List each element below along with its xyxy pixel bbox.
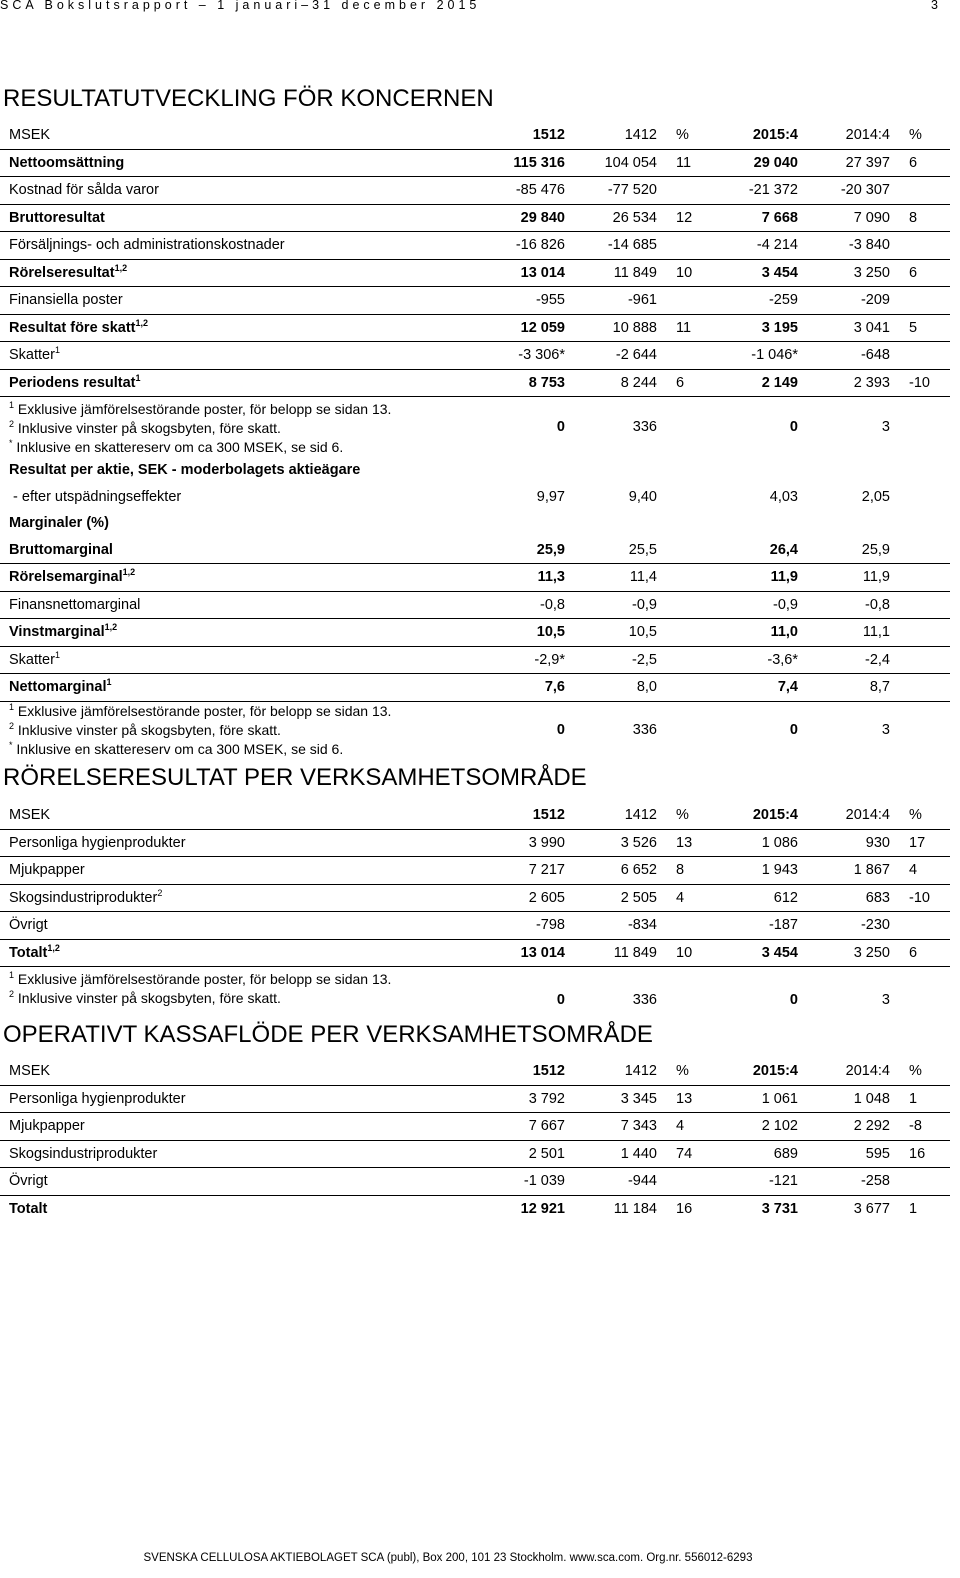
cell-value <box>657 342 707 370</box>
cell-value: 2 292 <box>798 1113 890 1141</box>
cell-value: -2,9* <box>390 646 565 674</box>
footnote: * Inklusive en skattereserv om ca 300 MSEK, se sid 6. <box>9 438 344 455</box>
cell-value: -834 <box>565 912 657 940</box>
footnote: $^2$ Inklusive vinster på skogsbyten, före skatt. <box>9 419 281 436</box>
cell-value: -648 <box>798 342 890 370</box>
cell-value: 3 731 <box>761 1200 798 1217</box>
cell-value: 6 <box>890 939 950 967</box>
cell-value: 10,5 <box>390 619 565 647</box>
cell-value: 3 990 <box>390 829 565 857</box>
eps-row: - efter utspädningseffekter 9,97 9,40 4,03 2,05 <box>9 488 890 505</box>
table-row <box>0 1195 950 1222</box>
footnotes-row: $^1$ Exklusive jämförelsestörande poster, för belopp se sidan 13. $^2$ Inklusive vinster på skogsbyten, före skatt. * Inklusive en skattereserv om ca 300 MSEK, se sid 6. 0 336 0 3 <box>0 701 950 759</box>
cell-value: 930 <box>798 829 890 857</box>
eps-title-row: Resultat per aktie, SEK - moderbolagets aktieägare <box>9 462 361 479</box>
row-label: Mjukpapper <box>0 1113 390 1141</box>
cell-value: 29 840 <box>390 204 565 232</box>
page-footer: SVENSKA CELLULOSA AKTIEBOLAGET SCA (publ), Box 200, 101 23 Stockholm. www.sca.com. Org.nr. 556012-6293 <box>143 1552 753 1564</box>
table-row <box>0 342 950 370</box>
cell-value: 11,9 <box>798 564 890 592</box>
cell-value: 3 454 <box>707 939 798 967</box>
cell-value: -944 <box>565 1168 657 1196</box>
cell-value: 11 849 <box>565 259 657 287</box>
cell-value: 115 316 <box>390 149 565 177</box>
cell-value: 1 943 <box>707 857 798 885</box>
row-label: Vinstmarginal$^{1,2}$ <box>0 619 390 647</box>
cell-value: 17 <box>890 829 950 857</box>
row-label: Bruttomarginal <box>0 537 390 564</box>
cell-value: -121 <box>707 1168 798 1196</box>
cell-value: 12 059 <box>390 314 565 342</box>
table-row <box>0 1113 950 1141</box>
cell-value: 689 <box>707 1140 798 1168</box>
cell-value: 4 <box>890 857 950 885</box>
cell-value: 3 250 <box>798 259 890 287</box>
footnotes-row: $^1$ Exklusive jämförelsestörande poster, för belopp se sidan 13. $^2$ Inklusive vinster på skogsbyten, före skatt. 0 336 0 3 <box>0 967 950 1009</box>
cell-value: 16 <box>676 1200 693 1217</box>
cell-value: 10 <box>657 939 707 967</box>
cell-value: 683 <box>798 884 890 912</box>
cell-value: 8,0 <box>565 674 657 702</box>
table-row <box>0 619 950 647</box>
cell-value: -4 214 <box>707 232 798 260</box>
cell-value: 1 048 <box>798 1085 890 1113</box>
row-label: Rörelsemarginal$^{1,2}$ <box>0 564 390 592</box>
margins-title-row: Marginaler (%) <box>9 515 109 532</box>
cell-value: 2 505 <box>565 884 657 912</box>
income-statement-table <box>0 122 950 759</box>
cell-value <box>657 912 707 940</box>
cell-value: -1 046* <box>707 342 798 370</box>
cell-value: -259 <box>707 287 798 315</box>
footnote: $^1$ Exklusive jämförelsestörande poster, för belopp se sidan 13. <box>9 400 392 417</box>
footnotes-block <box>0 967 390 1009</box>
cash-flow-rows <box>0 1085 950 1222</box>
cell-value: 11 <box>657 149 707 177</box>
section-title-resultatutveckling: RESULTATUTVECKLING FÖR KONCERNEN <box>3 85 494 112</box>
table-row <box>0 149 950 177</box>
cell-value: 74 <box>657 1140 707 1168</box>
cell-value: 11 849 <box>565 939 657 967</box>
cell-value: 3 792 <box>390 1085 565 1113</box>
table-row <box>0 857 950 885</box>
cell-value: 2 501 <box>390 1140 565 1168</box>
cell-value: -21 372 <box>707 177 798 205</box>
cell-value: 8 <box>890 204 950 232</box>
cell-value: -3 840 <box>798 232 890 260</box>
cell-value: 11,3 <box>390 564 565 592</box>
cell-value: 104 054 <box>565 149 657 177</box>
cell-value: -955 <box>390 287 565 315</box>
page-header <box>0 0 960 12</box>
cell-value: -798 <box>390 912 565 940</box>
cell-value: 5 <box>890 314 950 342</box>
cell-value: 7,6 <box>390 674 565 702</box>
row-label: Övrigt <box>0 1168 390 1196</box>
table-row <box>0 537 950 564</box>
section-title-kassaflode: OPERATIVT KASSAFLÖDE PER VERKSAMHETSOMRÅDE <box>3 1021 653 1048</box>
footnote: * Inklusive en skattereserv om ca 300 MSEK, se sid 6. <box>9 739 344 757</box>
margin-rows <box>0 537 950 702</box>
cell-value: 2 393 <box>798 369 890 397</box>
cell-value: 13 <box>657 829 707 857</box>
row-label: Skogsindustriprodukter <box>0 1140 390 1168</box>
cell-value: -187 <box>707 912 798 940</box>
cell-value <box>890 232 950 260</box>
row-label: Totalt <box>9 1200 48 1217</box>
cell-value: 6 <box>890 259 950 287</box>
cell-value: 4 <box>657 1113 707 1141</box>
page-number: 3 <box>931 0 938 12</box>
row-label: Skatter$^1$ <box>0 342 390 370</box>
cell-value: 7,4 <box>707 674 798 702</box>
table-row <box>0 674 950 702</box>
cell-value: 595 <box>798 1140 890 1168</box>
cell-value: 1 061 <box>707 1085 798 1113</box>
cell-value: 1 440 <box>565 1140 657 1168</box>
cell-value: 7 343 <box>565 1113 657 1141</box>
cell-value: -0,9 <box>565 591 657 619</box>
cell-value: 1 086 <box>707 829 798 857</box>
row-label: Bruttoresultat <box>0 204 390 232</box>
cell-value: 11,1 <box>798 619 890 647</box>
row-label: Resultat före skatt$^{1,2}$ <box>0 314 390 342</box>
table-row <box>0 564 950 592</box>
table-row <box>0 829 950 857</box>
footnotes-row: $^1$ Exklusive jämförelsestörande poster, för belopp se sidan 13. $^2$ Inklusive vinster på skogsbyten, före skatt. * Inklusive en skattereserv om ca 300 MSEK, se sid 6. 0 336 0 3 <box>0 397 950 458</box>
cell-value: 11,4 <box>565 564 657 592</box>
row-label: Övrigt <box>0 912 390 940</box>
cell-value: 13 014 <box>390 259 565 287</box>
cell-value <box>657 1168 707 1196</box>
cell-value: 13 <box>657 1085 707 1113</box>
cell-value <box>657 287 707 315</box>
table-row <box>0 287 950 315</box>
cell-value: 25,5 <box>565 537 657 564</box>
cell-value: 4 <box>657 884 707 912</box>
cell-value: 2 149 <box>707 369 798 397</box>
table-row <box>0 939 950 967</box>
cell-value: -0,9 <box>707 591 798 619</box>
row-label: Personliga hygienprodukter <box>0 829 390 857</box>
report-title: SCA Bokslutsrapport – 1 januari–31 december 2015 <box>0 0 481 12</box>
cell-value <box>890 177 950 205</box>
cell-value: 10 <box>657 259 707 287</box>
cell-value <box>890 342 950 370</box>
cell-value: -10 <box>890 884 950 912</box>
cell-value: 10,5 <box>565 619 657 647</box>
cell-value <box>890 1168 950 1196</box>
table-row <box>0 177 950 205</box>
row-label: Nettomarginal$^1$ <box>0 674 390 702</box>
cell-value: 12 <box>657 204 707 232</box>
cell-value: -0,8 <box>798 591 890 619</box>
row-label: Försäljnings- och administrationskostnader <box>0 232 390 260</box>
table-row <box>0 912 950 940</box>
cell-value: 25,9 <box>390 537 565 564</box>
cell-value: 29 040 <box>707 149 798 177</box>
cell-value: 3 250 <box>798 939 890 967</box>
table-row <box>0 1085 950 1113</box>
cell-value <box>890 287 950 315</box>
cell-value: 16 <box>890 1140 950 1168</box>
cell-value: 8,7 <box>798 674 890 702</box>
cell-value: -2,4 <box>798 646 890 674</box>
table-header-row: MSEK 1512 1412 % 2015:4 2014:4 % <box>0 802 950 829</box>
table-row <box>0 646 950 674</box>
table-row <box>0 314 950 342</box>
row-label: Kostnad för sålda varor <box>0 177 390 205</box>
footnote: $^2$ Inklusive vinster på skogsbyten, före skatt. <box>9 989 281 1006</box>
cell-value: -77 520 <box>565 177 657 205</box>
cell-value: -16 826 <box>390 232 565 260</box>
table-row <box>0 259 950 287</box>
cell-value: 3 454 <box>707 259 798 287</box>
cell-value: 7 217 <box>390 857 565 885</box>
footnotes-block <box>0 397 390 458</box>
table-row <box>0 884 950 912</box>
table-row <box>0 369 950 397</box>
cell-value: 12 921 <box>520 1200 565 1217</box>
table-row <box>0 1168 950 1196</box>
cell-value: -20 307 <box>798 177 890 205</box>
cell-value: 11 184 <box>613 1200 657 1217</box>
cell-value: -230 <box>798 912 890 940</box>
cash-flow-table <box>0 1058 950 1222</box>
cell-value: -258 <box>798 1168 890 1196</box>
cell-value: 6 652 <box>565 857 657 885</box>
row-label: Nettoomsättning <box>0 149 390 177</box>
row-label: Finansiella poster <box>0 287 390 315</box>
cell-value: -8 <box>890 1113 950 1141</box>
cell-value <box>890 912 950 940</box>
cell-value: -85 476 <box>390 177 565 205</box>
cell-value: 8 <box>657 857 707 885</box>
cell-value <box>657 232 707 260</box>
cell-value: 3 526 <box>565 829 657 857</box>
table-row <box>0 204 950 232</box>
cell-value: 3 041 <box>798 314 890 342</box>
cell-value: 612 <box>707 884 798 912</box>
cell-value: 7 667 <box>390 1113 565 1141</box>
section-title-rorelseresultat: RÖRELSERESULTAT PER VERKSAMHETSOMRÅDE <box>3 764 587 791</box>
table-header-row: MSEK 1512 1412 % 2015:4 2014:4 % <box>0 122 950 149</box>
cell-value: 11,9 <box>707 564 798 592</box>
cell-value: -14 685 <box>565 232 657 260</box>
cell-value: 25,9 <box>798 537 890 564</box>
row-label: Mjukpapper <box>0 857 390 885</box>
cell-value: 3 195 <box>707 314 798 342</box>
cell-value: 1 <box>890 1085 950 1113</box>
table-row <box>0 591 950 619</box>
cell-value: 2 605 <box>390 884 565 912</box>
footnotes-block <box>0 701 390 759</box>
cell-value: -0,8 <box>390 591 565 619</box>
income-statement-rows <box>0 149 950 397</box>
cell-value: -961 <box>565 287 657 315</box>
cell-value: 8 753 <box>390 369 565 397</box>
cell-value: 26,4 <box>707 537 798 564</box>
row-label: Periodens resultat$^1$ <box>0 369 390 397</box>
footnote: $^1$ Exklusive jämförelsestörande poster, för belopp se sidan 13. <box>9 970 392 987</box>
cell-value: 3 345 <box>565 1085 657 1113</box>
table-row <box>0 1140 950 1168</box>
table-row <box>0 232 950 260</box>
cell-value: 2 102 <box>707 1113 798 1141</box>
cell-value: 6 <box>890 149 950 177</box>
cell-value: 7 668 <box>707 204 798 232</box>
cell-value: -10 <box>890 369 950 397</box>
cell-value: -1 039 <box>390 1168 565 1196</box>
footnote: $^2$ Inklusive vinster på skogsbyten, före skatt. <box>9 720 281 738</box>
row-label: Skogsindustriprodukter$^2$ <box>0 884 390 912</box>
cell-value: 11,0 <box>707 619 798 647</box>
cell-value: 11 <box>657 314 707 342</box>
cell-value: 3 677 <box>853 1200 890 1217</box>
cell-value: 27 397 <box>798 149 890 177</box>
cell-value: -3 306* <box>390 342 565 370</box>
cell-value: 10 888 <box>565 314 657 342</box>
cell-value: 8 244 <box>565 369 657 397</box>
cell-value: 13 014 <box>390 939 565 967</box>
operating-profit-rows <box>0 829 950 967</box>
cell-value <box>657 177 707 205</box>
cell-value: -2 644 <box>565 342 657 370</box>
cell-value: 1 <box>909 1200 918 1217</box>
footnote: $^1$ Exklusive jämförelsestörande poster, för belopp se sidan 13. <box>9 701 392 719</box>
row-label: Skatter$^1$ <box>0 646 390 674</box>
table-header-row: MSEK 1512 1412 % 2015:4 2014:4 % <box>0 1058 950 1085</box>
cell-value: 1 867 <box>798 857 890 885</box>
cell-value: 26 534 <box>565 204 657 232</box>
row-label: Totalt$^{1,2}$ <box>0 939 390 967</box>
cell-value: 6 <box>657 369 707 397</box>
cell-value: -209 <box>798 287 890 315</box>
row-label: Rörelseresultat$^{1,2}$ <box>0 259 390 287</box>
operating-profit-table <box>0 802 950 1008</box>
row-label: Finansnettomarginal <box>0 591 390 619</box>
cell-value: -2,5 <box>565 646 657 674</box>
cell-value: 7 090 <box>798 204 890 232</box>
row-label: Personliga hygienprodukter <box>0 1085 390 1113</box>
cell-value: -3,6* <box>707 646 798 674</box>
